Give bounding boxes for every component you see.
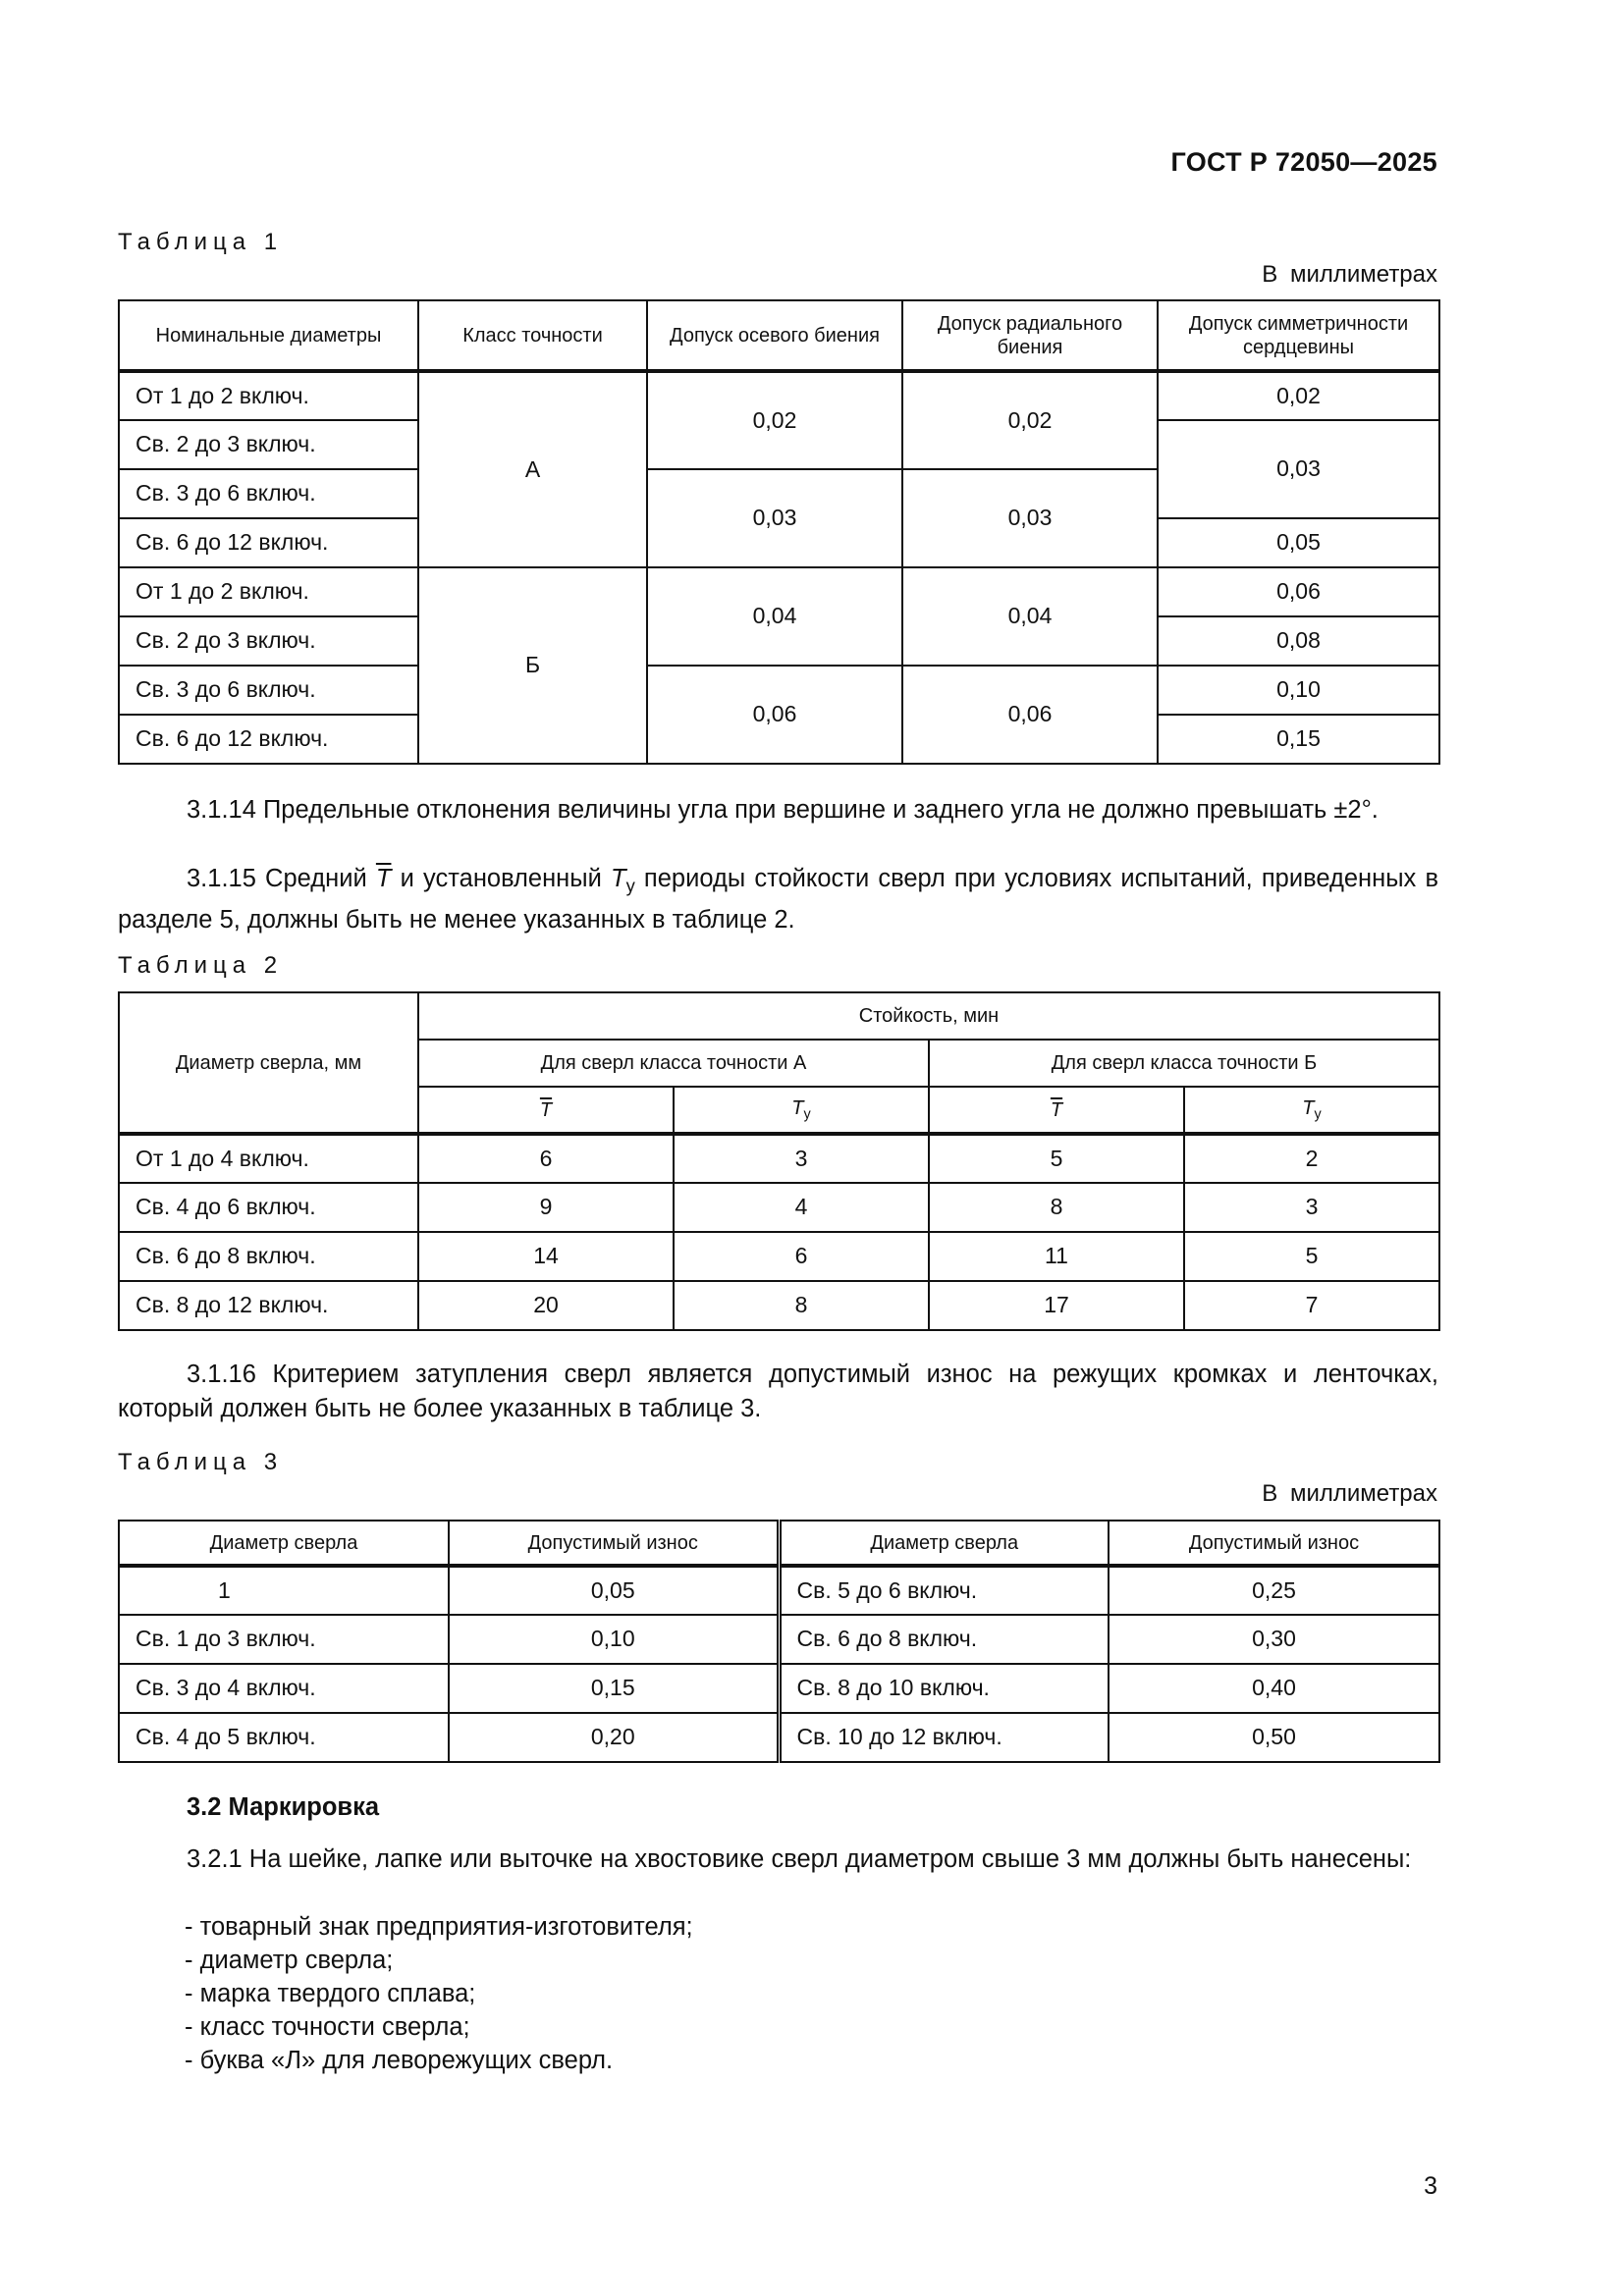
table1-header-radial: Допуск радиального биения <box>902 300 1158 371</box>
table-row <box>119 666 1439 715</box>
table2-diameter: От 1 до 4 включ. <box>119 1134 418 1183</box>
table2-b-ty: 3 <box>1184 1183 1439 1232</box>
table2-b-t: 5 <box>929 1134 1184 1183</box>
list-item: - буква «Л» для леворежущих сверл. <box>185 2047 614 2074</box>
table2-b-t: 8 <box>929 1183 1184 1232</box>
page-number: 3 <box>1424 2172 1437 2200</box>
table2-b-t: 11 <box>929 1232 1184 1281</box>
list-item: - марка твердого сплава; <box>185 1980 476 2007</box>
paragraph-3-1-15-text: периоды стойкости сверл при условиях испытаний, приведенных в разделе 5, должны быть не менее указанных в таблице 2. <box>118 865 1438 934</box>
table2-diameter: Св. 4 до 6 включ. <box>119 1183 418 1232</box>
table1-axial: 0,02 <box>647 371 902 469</box>
table1-header-diameter: Номинальные диаметры <box>119 300 418 371</box>
table1-symmetry: 0,05 <box>1158 518 1439 567</box>
table3-wear: 0,10 <box>449 1615 779 1664</box>
table1-header-axial: Допуск осевого биения <box>647 300 902 371</box>
table2-a-ty: 6 <box>674 1232 929 1281</box>
table2-header-t-mean <box>418 1087 674 1134</box>
table1-diameter: Св. 2 до 3 включ. <box>119 616 418 666</box>
list-item: - класс точности сверла; <box>185 2013 470 2041</box>
symbol-t-set-sub: у <box>803 1106 811 1123</box>
list-item: - товарный знак предприятия-изготовителя; <box>185 1913 693 1941</box>
symbol-t-set: T <box>791 1096 804 1119</box>
table-row <box>119 1232 1439 1281</box>
table-row <box>119 1664 1439 1713</box>
table1 <box>118 299 1440 765</box>
table1-header-class: Класс точности <box>418 300 647 371</box>
table2-header-class-b: Для сверл класса точности Б <box>929 1040 1439 1087</box>
table2-a-ty: 3 <box>674 1134 929 1183</box>
table1-class: А <box>418 371 647 567</box>
table1-units: В миллиметрах <box>1262 261 1437 288</box>
table3-header-row <box>119 1521 1439 1566</box>
table3-wear: 0,50 <box>1109 1713 1439 1762</box>
table-row <box>119 1566 1439 1615</box>
table2-b-ty: 7 <box>1184 1281 1439 1330</box>
paragraph-3-1-15 <box>118 862 1438 937</box>
table3-diameter: Св. 8 до 10 включ. <box>779 1664 1109 1713</box>
symbol-t-set: T <box>611 865 626 892</box>
table1-header-symmetry: Допуск симметричности сердцевины <box>1158 300 1439 371</box>
table2-header-class-a: Для сверл класса точности А <box>418 1040 929 1087</box>
table1-diameter: Св. 3 до 6 включ. <box>119 666 418 715</box>
paragraph-3-1-15-text: и установленный <box>391 865 611 892</box>
table1-axial: 0,04 <box>647 567 902 666</box>
table3-wear: 0,40 <box>1109 1664 1439 1713</box>
section-title: 3.2 Маркировка <box>187 1793 380 1821</box>
table2-header-diameter: Диаметр сверла, мм <box>119 992 418 1134</box>
table3-diameter: Св. 4 до 5 включ. <box>119 1713 449 1762</box>
table1-axial: 0,06 <box>647 666 902 764</box>
table3-header-wear: Допустимый износ <box>1109 1521 1439 1566</box>
table3-header-diameter: Диаметр сверла <box>119 1521 449 1566</box>
table1-symmetry: 0,06 <box>1158 567 1439 616</box>
table-row <box>119 1281 1439 1330</box>
symbol-t-set-sub: у <box>1314 1106 1322 1123</box>
table2-diameter: Св. 8 до 12 включ. <box>119 1281 418 1330</box>
table2-b-ty: 5 <box>1184 1232 1439 1281</box>
table1-header-row <box>119 300 1439 371</box>
table3-header-wear: Допустимый износ <box>449 1521 779 1566</box>
table1-radial: 0,06 <box>902 666 1158 764</box>
table2-header-t-mean <box>929 1087 1184 1134</box>
table1-radial: 0,02 <box>902 371 1158 469</box>
table1-class: Б <box>418 567 647 764</box>
table1-diameter: Св. 2 до 3 включ. <box>119 420 418 469</box>
table1-symmetry: 0,08 <box>1158 616 1439 666</box>
table2-a-t: 20 <box>418 1281 674 1330</box>
table3-wear: 0,15 <box>449 1664 779 1713</box>
paragraph-3-1-15-text: 3.1.15 Средний <box>187 865 376 892</box>
table2-header-row <box>119 992 1439 1040</box>
paragraph-3-1-14-text: 3.1.14 Предельные отклонения величины угла при вершине и заднего угла не должно превышать ±2°. <box>187 796 1379 824</box>
table2-a-ty: 8 <box>674 1281 929 1330</box>
table3-wear: 0,25 <box>1109 1566 1439 1615</box>
table2-a-t: 14 <box>418 1232 674 1281</box>
paragraph-3-1-16 <box>118 1358 1438 1426</box>
list-item: - диаметр сверла; <box>185 1947 394 1974</box>
table2-b-t: 17 <box>929 1281 1184 1330</box>
table2-a-t: 6 <box>418 1134 674 1183</box>
table1-diameter: От 1 до 2 включ. <box>119 371 418 420</box>
table2-header-durability: Стойкость, мин <box>418 992 1439 1040</box>
table1-caption: Таблица 1 <box>118 229 284 255</box>
table1-axial: 0,03 <box>647 469 902 567</box>
table3-diameter: 1 <box>119 1566 449 1615</box>
symbol-t-mean: $\overline{T}$ <box>1050 1098 1063 1121</box>
table2-a-t: 9 <box>418 1183 674 1232</box>
table1-diameter: От 1 до 2 включ. <box>119 567 418 616</box>
table2 <box>118 991 1440 1331</box>
table3-diameter: Св. 5 до 6 включ. <box>779 1566 1109 1615</box>
table3-wear: 0,20 <box>449 1713 779 1762</box>
paragraph-3-1-14 <box>118 793 1438 828</box>
table1-radial: 0,03 <box>902 469 1158 567</box>
table1-symmetry: 0,02 <box>1158 371 1439 420</box>
table1-radial: 0,04 <box>902 567 1158 666</box>
table3-caption: Таблица 3 <box>118 1449 284 1475</box>
table3-header-diameter: Диаметр сверла <box>779 1521 1109 1566</box>
paragraph-3-2-1-text: 3.2.1 На шейке, лапке или выточке на хвостовике сверл диаметром свыше 3 мм должны быть нанесены: <box>187 1845 1412 1873</box>
table3-diameter: Св. 10 до 12 включ. <box>779 1713 1109 1762</box>
table-row <box>119 1615 1439 1664</box>
table1-symmetry: 0,15 <box>1158 715 1439 764</box>
table-row <box>119 1134 1439 1183</box>
table1-diameter: Св. 6 до 12 включ. <box>119 518 418 567</box>
paragraph-3-2-1 <box>118 1842 1438 1877</box>
symbol-t-mean: $\overline{T}$ <box>539 1098 553 1121</box>
table-row <box>119 1713 1439 1762</box>
table2-b-ty: 2 <box>1184 1134 1439 1183</box>
table1-symmetry: 0,10 <box>1158 666 1439 715</box>
marking-list <box>185 1910 693 2077</box>
table3-units: В миллиметрах <box>1262 1480 1437 1507</box>
table2-a-ty: 4 <box>674 1183 929 1232</box>
table3-diameter: Св. 6 до 8 включ. <box>779 1615 1109 1664</box>
table1-diameter: Св. 6 до 12 включ. <box>119 715 418 764</box>
table-row <box>119 1183 1439 1232</box>
table3-wear: 0,30 <box>1109 1615 1439 1664</box>
table1-symmetry: 0,03 <box>1158 420 1439 518</box>
table3-wear: 0,05 <box>449 1566 779 1615</box>
table2-header-t-set <box>674 1087 929 1134</box>
paragraph-3-1-16-text: 3.1.16 Критерием затупления сверл является допустимый износ на режущих кромках и ленточках, который должен быть не более указанных в таблице 3. <box>118 1361 1438 1422</box>
table3-diameter: Св. 3 до 4 включ. <box>119 1664 449 1713</box>
table-row <box>119 567 1439 616</box>
document-code: ГОСТ Р 72050—2025 <box>1170 147 1437 177</box>
table3 <box>118 1520 1440 1763</box>
symbol-t-set: T <box>1302 1096 1315 1119</box>
table2-diameter: Св. 6 до 8 включ. <box>119 1232 418 1281</box>
symbol-t-set-sub: у <box>625 875 635 896</box>
symbol-t-mean: $\overline{T}$ <box>375 865 392 892</box>
table2-header-t-set <box>1184 1087 1439 1134</box>
table-row <box>119 371 1439 420</box>
table2-caption: Таблица 2 <box>118 952 284 979</box>
table1-diameter: Св. 3 до 6 включ. <box>119 469 418 518</box>
table3-diameter: Св. 1 до 3 включ. <box>119 1615 449 1664</box>
